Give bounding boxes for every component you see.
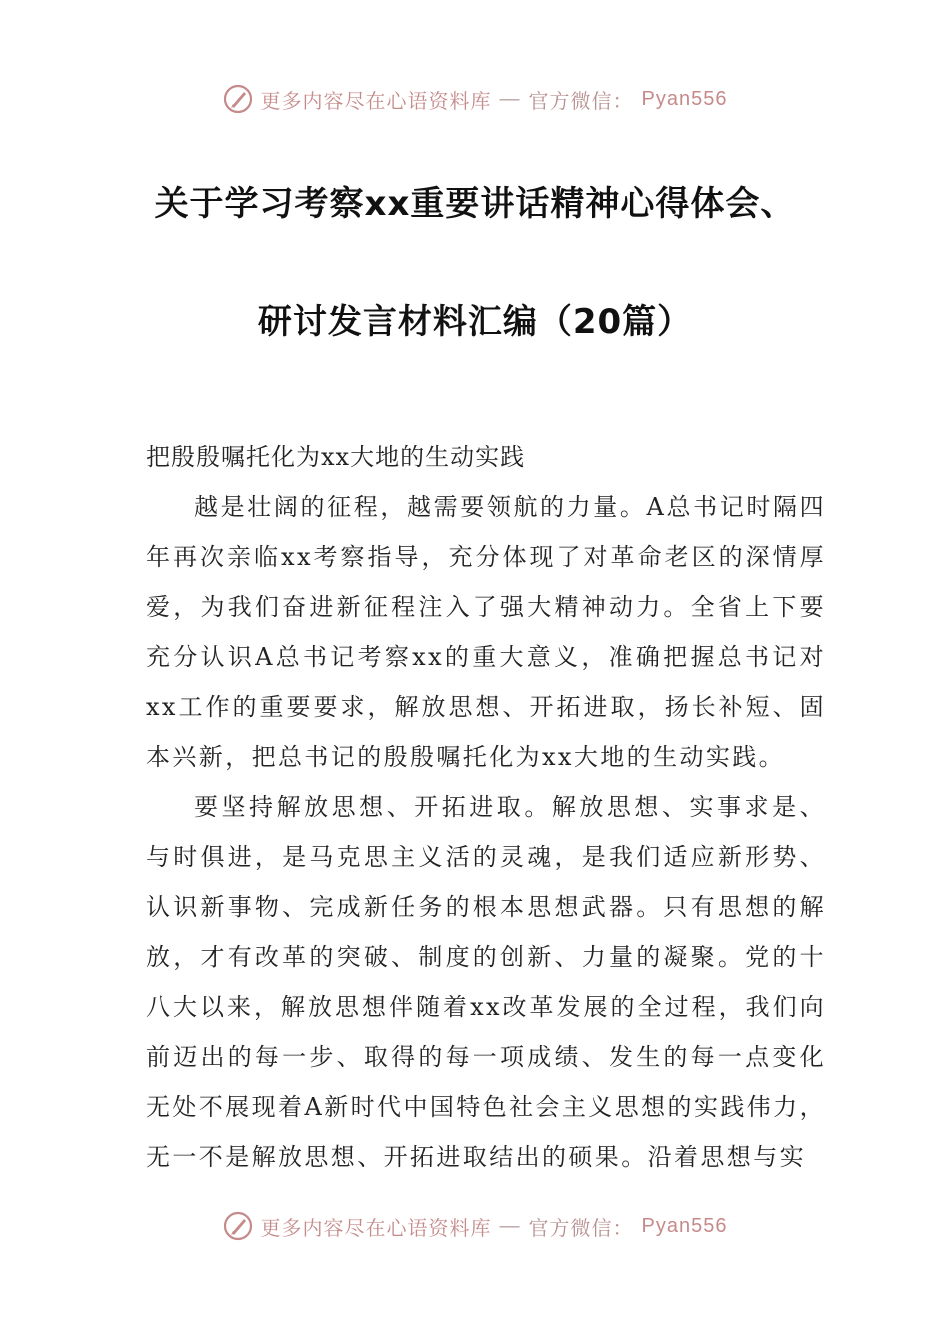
watermark-wechat-id: Pyan556 xyxy=(641,87,728,110)
watermark-wechat-label: 官方微信： xyxy=(528,88,634,113)
watermark-wechat-id: Pyan556 xyxy=(641,1214,728,1237)
watermark-brand: 更多内容尽在心语资料库 xyxy=(260,1215,492,1240)
watermark-dash: — xyxy=(499,87,521,110)
watermark-wechat-label: 官方微信： xyxy=(528,1215,634,1240)
header-watermark xyxy=(0,84,950,114)
document-title-line-2: 研讨发言材料汇编（20篇） xyxy=(257,302,693,342)
document-body xyxy=(146,432,826,1182)
document-title-line-1: 关于学习考察xx重要讲话精神心得体会、 xyxy=(154,184,796,224)
watermark-brand: 更多内容尽在心语资料库 xyxy=(260,88,492,113)
quill-logo-icon xyxy=(223,84,253,114)
quill-logo-icon xyxy=(223,1211,253,1241)
watermark-dash: — xyxy=(499,1214,521,1237)
body-paragraph: 越是壮阔的征程，越需要领航的力量。A总书记时隔四年再次亲临xx考察指导，充分体现了对革命老区的深情厚爱，为我们奋进新征程注入了强大精神动力。全省上下要充分认识A总书记考察xx的重大意义，准确把握总书记对xx工作的重要要求，解放思想、开拓进取，扬长补短、固本兴新，把总书记的殷殷嘱托化为xx大地的生动实践。 xyxy=(146,493,826,771)
section-subtitle: 把殷殷嘱托化为xx大地的生动实践 xyxy=(146,443,526,471)
footer-watermark xyxy=(0,1211,950,1241)
body-paragraph: 要坚持解放思想、开拓进取。解放思想、实事求是、与时俱进，是马克思主义活的灵魂，是我们适应新形势、认识新事物、完成新任务的根本思想武器。只有思想的解放，才有改革的突破、制度的创新、力量的凝聚。党的十八大以来，解放思想伴随着xx改革发展的全过程，我们向前迈出的每一步、取得的每一项成绩、发生的每一点变化无处不展现着A新时代中国特色社会主义思想的实践伟力，无一不是解放思想、开拓进取结出的硕果。沿着思想与实 xyxy=(146,793,826,1171)
